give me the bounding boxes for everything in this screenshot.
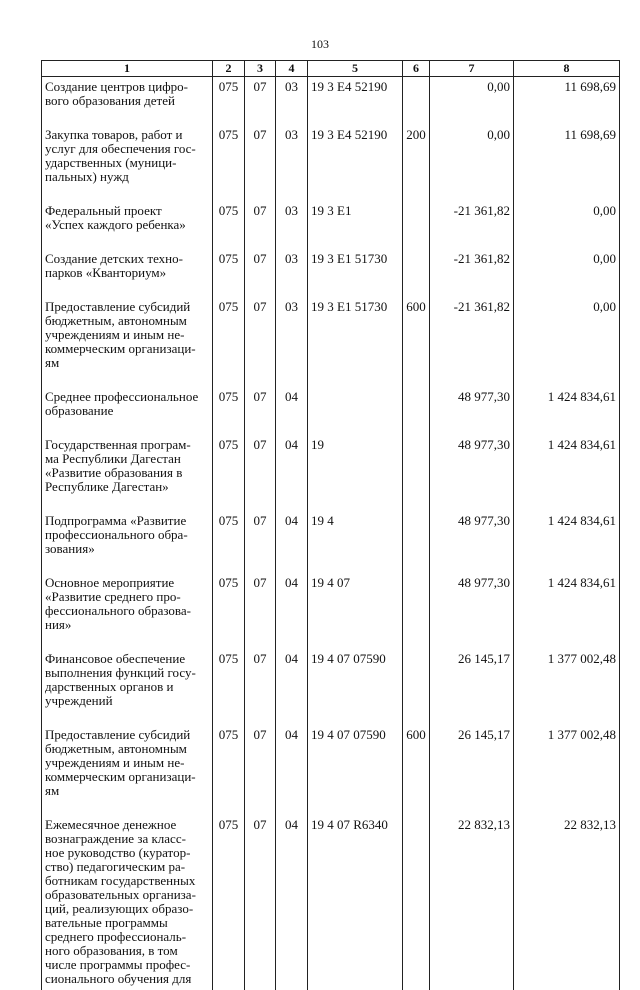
target-article-cell: 19 3 E1 51730 bbox=[308, 249, 403, 297]
amount-cell: 0,00 bbox=[514, 249, 620, 297]
code-cell: 075 bbox=[213, 297, 245, 387]
table-row bbox=[42, 649, 620, 725]
target-article-cell: 19 4 07 07590 bbox=[308, 725, 403, 815]
amount-cell: 26 145,17 bbox=[430, 649, 514, 725]
subsection-cell: 03 bbox=[276, 297, 308, 387]
section-cell: 07 bbox=[245, 649, 276, 725]
target-article-cell: 19 4 07 bbox=[308, 573, 403, 649]
amount-cell: -21 361,82 bbox=[430, 249, 514, 297]
expense-type-cell bbox=[403, 815, 430, 990]
table-row bbox=[42, 77, 620, 126]
target-article-cell: 19 4 07 07590 bbox=[308, 649, 403, 725]
amount-cell: 1 377 002,48 bbox=[514, 649, 620, 725]
table-row bbox=[42, 573, 620, 649]
expense-type-cell bbox=[403, 77, 430, 126]
target-article-cell: 19 3 E4 52190 bbox=[308, 77, 403, 126]
header-cell: 6 bbox=[403, 61, 430, 77]
section-cell: 07 bbox=[245, 573, 276, 649]
subsection-cell: 03 bbox=[276, 249, 308, 297]
code-cell: 075 bbox=[213, 125, 245, 201]
code-cell: 075 bbox=[213, 201, 245, 249]
subsection-cell: 03 bbox=[276, 125, 308, 201]
target-article-cell: 19 4 bbox=[308, 511, 403, 573]
row-name-cell: Создание детских техно- парков «Кванториум» bbox=[42, 249, 213, 297]
expense-type-cell bbox=[403, 649, 430, 725]
amount-cell: 1 377 002,48 bbox=[514, 725, 620, 815]
section-cell: 07 bbox=[245, 725, 276, 815]
amount-cell: 1 424 834,61 bbox=[514, 387, 620, 435]
section-cell: 07 bbox=[245, 77, 276, 126]
amount-cell: 0,00 bbox=[514, 201, 620, 249]
section-cell: 07 bbox=[245, 249, 276, 297]
subsection-cell: 03 bbox=[276, 201, 308, 249]
row-name-cell: Среднее профессиональное образование bbox=[42, 387, 213, 435]
expense-type-cell bbox=[403, 511, 430, 573]
expense-type-cell bbox=[403, 573, 430, 649]
subsection-cell: 04 bbox=[276, 387, 308, 435]
code-cell: 075 bbox=[213, 573, 245, 649]
header-cell: 8 bbox=[514, 61, 620, 77]
table-row bbox=[42, 201, 620, 249]
section-cell: 07 bbox=[245, 815, 276, 990]
amount-cell: 0,00 bbox=[514, 297, 620, 387]
subsection-cell: 04 bbox=[276, 511, 308, 573]
target-article-cell: 19 4 07 R6340 bbox=[308, 815, 403, 990]
amount-cell: 48 977,30 bbox=[430, 573, 514, 649]
header-cell: 2 bbox=[213, 61, 245, 77]
amount-cell: 48 977,30 bbox=[430, 435, 514, 511]
header-cell: 5 bbox=[308, 61, 403, 77]
amount-cell: 11 698,69 bbox=[514, 125, 620, 201]
row-name-cell: Закупка товаров, работ и услуг для обеспечения гос- ударственных (муници- пальных) нужд bbox=[42, 125, 213, 201]
table-row bbox=[42, 725, 620, 815]
code-cell: 075 bbox=[213, 511, 245, 573]
amount-cell: 26 145,17 bbox=[430, 725, 514, 815]
expense-type-cell bbox=[403, 249, 430, 297]
code-cell: 075 bbox=[213, 649, 245, 725]
header-row bbox=[42, 61, 620, 77]
subsection-cell: 04 bbox=[276, 573, 308, 649]
row-name-cell: Финансовое обеспечение выполнения функций госу- дарственных органов и учреждений bbox=[42, 649, 213, 725]
amount-cell: -21 361,82 bbox=[430, 297, 514, 387]
amount-cell: 22 832,13 bbox=[430, 815, 514, 990]
row-name-cell: Подпрограмма «Развитие профессионального обра- зования» bbox=[42, 511, 213, 573]
amount-cell: 11 698,69 bbox=[514, 77, 620, 126]
table-row bbox=[42, 387, 620, 435]
subsection-cell: 04 bbox=[276, 815, 308, 990]
header-cell: 4 bbox=[276, 61, 308, 77]
target-article-cell: 19 3 E4 52190 bbox=[308, 125, 403, 201]
row-name-cell: Основное мероприятие «Развитие среднего про- фессионального образова- ния» bbox=[42, 573, 213, 649]
code-cell: 075 bbox=[213, 435, 245, 511]
amount-cell: 0,00 bbox=[430, 77, 514, 126]
expense-type-cell: 600 bbox=[403, 725, 430, 815]
subsection-cell: 04 bbox=[276, 725, 308, 815]
row-name-cell: Предоставление субсидий бюджетным, автономным учреждениям и иным не- коммерческим организаци- ям bbox=[42, 297, 213, 387]
expense-type-cell bbox=[403, 387, 430, 435]
table-row bbox=[42, 815, 620, 990]
expense-type-cell: 200 bbox=[403, 125, 430, 201]
header-cell: 3 bbox=[245, 61, 276, 77]
table-row bbox=[42, 435, 620, 511]
header-cell: 7 bbox=[430, 61, 514, 77]
table-row bbox=[42, 125, 620, 201]
row-name-cell: Ежемесячное денежное вознаграждение за класс- ное руководство (куратор- ство) педагогическим ра- ботникам государственных образовательных организа- ций, реализующих образо- вательные программы среднего профессиональ- ного образования, в том числе программы профес- сионального обучения для bbox=[42, 815, 213, 990]
row-name-cell: Предоставление субсидий бюджетным, автономным учреждениям и иным не- коммерческим организаци- ям bbox=[42, 725, 213, 815]
subsection-cell: 04 bbox=[276, 649, 308, 725]
section-cell: 07 bbox=[245, 511, 276, 573]
table-body bbox=[42, 77, 620, 990]
subsection-cell: 04 bbox=[276, 435, 308, 511]
section-cell: 07 bbox=[245, 297, 276, 387]
amount-cell: 22 832,13 bbox=[514, 815, 620, 990]
amount-cell: 1 424 834,61 bbox=[514, 511, 620, 573]
header-cell: 1 bbox=[42, 61, 213, 77]
section-cell: 07 bbox=[245, 125, 276, 201]
section-cell: 07 bbox=[245, 387, 276, 435]
amount-cell: 48 977,30 bbox=[430, 511, 514, 573]
expense-type-cell bbox=[403, 201, 430, 249]
code-cell: 075 bbox=[213, 77, 245, 126]
amount-cell: 48 977,30 bbox=[430, 387, 514, 435]
table-row bbox=[42, 297, 620, 387]
code-cell: 075 bbox=[213, 815, 245, 990]
section-cell: 07 bbox=[245, 201, 276, 249]
subsection-cell: 03 bbox=[276, 77, 308, 126]
amount-cell: 1 424 834,61 bbox=[514, 435, 620, 511]
code-cell: 075 bbox=[213, 387, 245, 435]
expense-type-cell bbox=[403, 435, 430, 511]
amount-cell: -21 361,82 bbox=[430, 201, 514, 249]
expense-type-cell: 600 bbox=[403, 297, 430, 387]
page-number: 103 bbox=[0, 37, 640, 52]
table-row bbox=[42, 511, 620, 573]
table-row bbox=[42, 249, 620, 297]
code-cell: 075 bbox=[213, 249, 245, 297]
target-article-cell: 19 3 E1 bbox=[308, 201, 403, 249]
row-name-cell: Создание центров цифро- вого образования детей bbox=[42, 77, 213, 126]
amount-cell: 0,00 bbox=[430, 125, 514, 201]
target-article-cell: 19 bbox=[308, 435, 403, 511]
code-cell: 075 bbox=[213, 725, 245, 815]
section-cell: 07 bbox=[245, 435, 276, 511]
target-article-cell bbox=[308, 387, 403, 435]
row-name-cell: Государственная програм- ма Республики Дагестан «Развитие образования в Республике Дагестан» bbox=[42, 435, 213, 511]
budget-table bbox=[41, 60, 620, 990]
amount-cell: 1 424 834,61 bbox=[514, 573, 620, 649]
target-article-cell: 19 3 E1 51730 bbox=[308, 297, 403, 387]
row-name-cell: Федеральный проект «Успех каждого ребенка» bbox=[42, 201, 213, 249]
